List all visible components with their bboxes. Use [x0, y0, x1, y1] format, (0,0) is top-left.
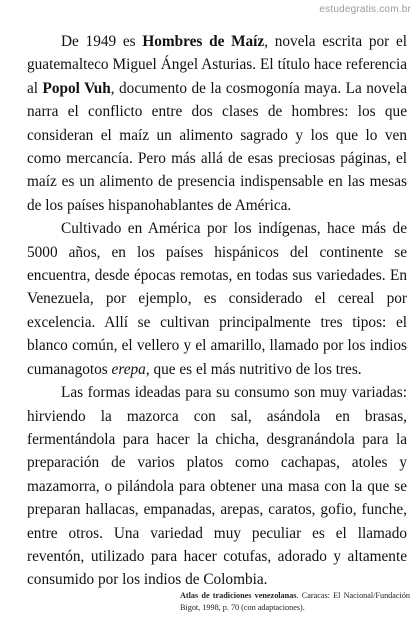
p3-text-1: Las formas ideadas para su consumo son muy variadas: hirviendo la mazorca con sal, asándola en brasas, fermentándola para hacer la chicha, desgranándola para la preparación de varios platos como cachapas, atoles y mazamorra, o pilándola para obtener una masa con la que se preparan hallacas, empanadas, arepas, caratos, gofio, funche, entre otros. Una variedad muy peculiar es el llamado reventón, utilizado para hacer cotufas, adorado y altamente consumido por los indios de Colombia. [27, 384, 407, 589]
p2-text-2: , que es el más nutritivo de los tres. [145, 360, 362, 378]
source-details: . Caracas: El Nacional/Fundación Bigot, 1998, p. 70 (con adaptaciones). [180, 591, 411, 612]
p1-text-2: , novela escrita por el guatemalteco Miguel Ángel Asturias. El título hace referencia al [27, 33, 408, 97]
source-title: Atlas de tradiciones venezolanas [180, 591, 297, 600]
source-citation [180, 590, 410, 613]
p2-text-1: Cultivado en América por los indígenas, hace más de 5000 años, en los países hispánicos del continente se encuentra, desde épocas remotas, en todas sus variedades. En Venezuela, por ejemplo, es considerado el cereal por excelencia. Allí se cultivan principalmente tres tipos: el blanco común, el vellero y el amarillo, llamado por los indios cumanagotos [27, 220, 407, 378]
article-body [27, 30, 407, 592]
p1-text-1: De 1949 es [61, 33, 143, 50]
popol-vuh-title: Popol Vuh [42, 79, 111, 97]
novel-title: Hombres de Maíz [142, 33, 265, 50]
paragraph-2 [27, 217, 407, 381]
p1-text-3: , documento de la cosmogonía maya. La novela narra el conflicto entre dos clases de hombres: los que consideran el maíz un alimento sagrado y los que lo ven como mercancía. Pero más allá de esas preciosas páginas, el maíz es un alimento de presencia indispensable en las mesas de los países hispanohablantes de América. [27, 79, 407, 214]
erepa-term: erepa [111, 360, 146, 378]
watermark: estudegratis.com.br [319, 4, 411, 15]
paragraph-3 [27, 381, 407, 592]
paragraph-1 [27, 30, 407, 217]
